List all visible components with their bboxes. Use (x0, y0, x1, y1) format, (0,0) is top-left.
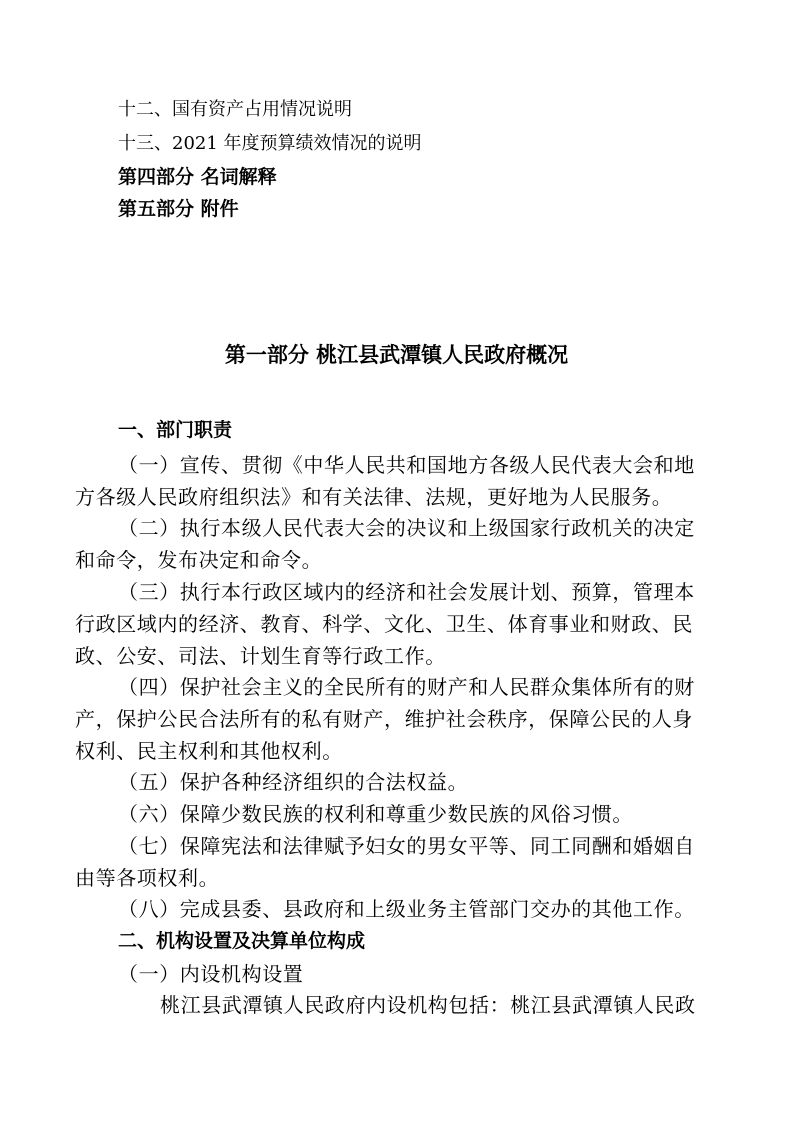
section2-heading: 二、机构设置及决算单位构成 (118, 930, 366, 952)
duty-line: 和命令，发布决定和命令。 (75, 548, 323, 572)
part1-title: 第一部分 桃江县武潭镇人民政府概况 (224, 343, 569, 367)
toc-item-13: 十三、2021 年度预算绩效情况的说明 (118, 133, 422, 154)
duty-line: （七）保障宪法和法律赋予妇女的男女平等、同工同酬和婚姻自 (118, 834, 695, 858)
toc-part-4: 第四部分 名词解释 (118, 166, 277, 188)
duty-line: （四）保护社会主义的全民所有的财产和人民群众集体所有的财 (118, 675, 695, 699)
duty-line: （六）保障少数民族的权利和尊重少数民族的风俗习惯。 (118, 802, 633, 826)
duty-line: 产，保护公民合法所有的私有财产，维护社会秩序，保障公民的人身 (75, 707, 693, 731)
duty-line: 方各级人民政府组织法》和有关法律、法规，更好地为人民服务。 (75, 485, 673, 509)
duty-line: 行政区域内的经济、教育、科学、文化、卫生、体育事业和财政、民 (75, 612, 693, 636)
duty-line: （三）执行本行政区域内的经济和社会发展计划、预算，管理本 (118, 580, 695, 604)
section2-subheading: （一）内设机构设置 (118, 962, 304, 986)
duty-line: 政、公安、司法、计划生育等行政工作。 (75, 644, 446, 668)
duty-line: （八）完成县委、县政府和上级业务主管部门交办的其他工作。 (118, 897, 695, 921)
duty-line: （二）执行本级人民代表大会的决议和上级国家行政机关的决定 (118, 516, 695, 540)
section1-heading: 一、部门职责 (118, 419, 233, 441)
toc-item-12: 十二、国有资产占用情况说明 (118, 99, 352, 120)
duty-line: （五）保护各种经济组织的合法权益。 (118, 770, 469, 794)
duty-line: 由等各项权利。 (75, 866, 220, 890)
toc-part-5: 第五部分 附件 (118, 198, 239, 220)
duty-line: 权利、民主权利和其他权利。 (75, 739, 343, 763)
duty-line: （一）宣传、贯彻《中华人民共和国地方各级人民代表大会和地 (118, 453, 695, 477)
section2-paragraph: 桃江县武潭镇人民政府内设机构包括：桃江县武潭镇人民政 (160, 993, 696, 1017)
